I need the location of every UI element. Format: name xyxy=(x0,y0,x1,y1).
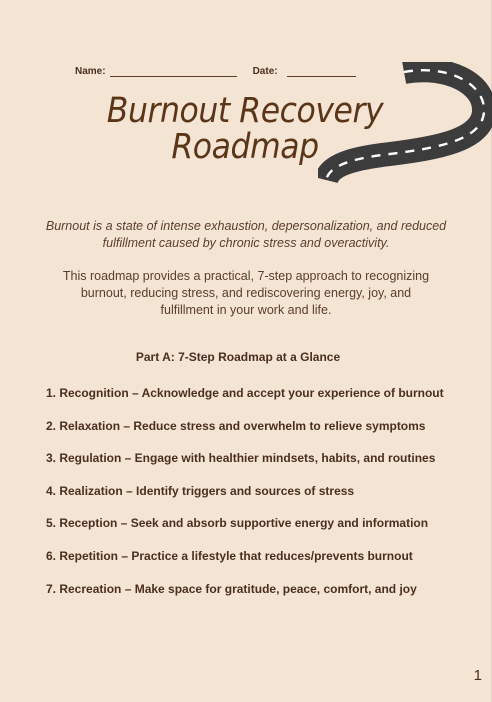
list-item: 2. Relaxation – Reduce stress and overwhelm to relieve symptoms xyxy=(46,418,426,433)
title-line-1: Burnout Recovery xyxy=(106,91,384,131)
date-label: Date: xyxy=(252,66,278,77)
roadmap-description: This roadmap provides a practical, 7-step approach to recognizing burnout, reducing stress, and rediscovering energy, joy, and fulfillment in your work and life. xyxy=(62,269,430,317)
list-item: 4. Realization – Identify triggers and sources of stress xyxy=(46,483,355,498)
list-item: 5. Reception – Seek and absorb supportive energy and information xyxy=(46,516,429,531)
steps-list xyxy=(46,385,486,613)
list-item: 6. Repetition – Practice a lifestyle that reduces/prevents burnout xyxy=(46,548,413,563)
name-label: Name: xyxy=(75,66,106,77)
title-line-2: Roadmap xyxy=(171,127,319,167)
name-field[interactable] xyxy=(110,67,237,77)
page-title xyxy=(60,91,430,167)
section-heading: Part A: 7-Step Roadmap at a Glance xyxy=(135,350,341,364)
list-item: 3. Regulation – Engage with healthier mindsets, habits, and routines xyxy=(46,451,436,466)
page-number: 1 xyxy=(473,667,482,684)
burnout-definition: Burnout is a state of intense exhaustion, depersonalization, and reduced fulfillment caused by chronic stress and overactivity. xyxy=(45,219,447,250)
list-item: 7. Recreation – Make space for gratitude, peace, comfort, and joy xyxy=(46,581,417,596)
list-item: 1. Recognition – Acknowledge and accept your experience of burnout xyxy=(46,386,444,400)
name-date-header xyxy=(75,66,356,77)
